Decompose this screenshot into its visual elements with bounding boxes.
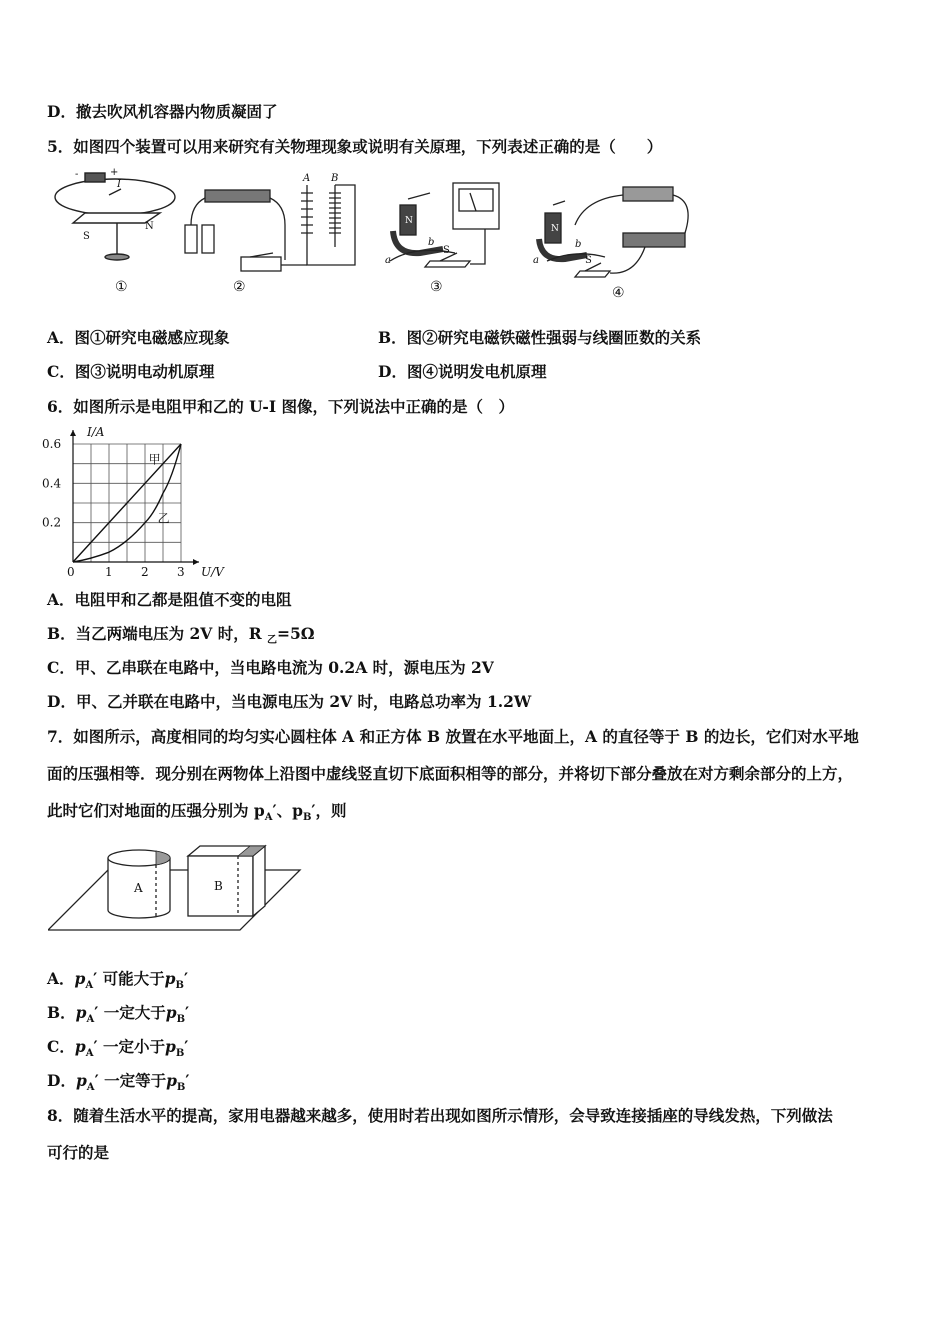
q7-stem-line-2: 面的压强相等．现分别在两物体上沿图中虚线竖直切下底面积相等的部分，并将切下部分叠放在对方剩余部分的上方， <box>47 764 854 783</box>
q5-figure-label-3: ③ <box>430 279 443 295</box>
q7-option-b: B．$p_A'$ 一定大于$p_B'$ <box>47 1003 190 1026</box>
q5-option-c: C．图③说明电动机原理 <box>47 362 215 381</box>
q7-fig-label-a: A <box>134 881 143 895</box>
q8-stem-line-1: 8．随着生活水平的提高，家用电器越来越多，使用时若出现如图所示情形，会导致连接插座的导线发热，下列做法 <box>47 1106 833 1125</box>
q5-stem: 5．如图四个装置可以用来研究有关物理现象或说明有关原理，下列表述正确的是（ ） <box>47 137 663 156</box>
fig3-b: b <box>428 237 435 248</box>
fig3-s: S <box>443 245 450 256</box>
fig2-b: B <box>331 173 339 184</box>
q5-option-b: B．图②研究电磁铁磁性强弱与线圈匝数的关系 <box>378 328 702 347</box>
q7-option-c: C．$p_A'$ 一定小于$p_B'$ <box>47 1037 189 1060</box>
fig1-plus: + <box>110 167 119 178</box>
q5-option-d: D．图④说明发电机原理 <box>378 362 547 381</box>
q7-option-d: D．$p_A'$ 一定等于$p_B'$ <box>47 1071 190 1094</box>
y-tick-label: 0.2 <box>42 515 62 530</box>
q6-option-d: D．甲、乙并联在电路中，当电源电压为 2V 时，电路总功率为 1.2W <box>47 692 532 711</box>
q6-stem: 6．如图所示是电阻甲和乙的 U-I 图像，下列说法中正确的是（ ） <box>47 397 515 416</box>
fig4-b: b <box>575 239 582 250</box>
y-axis-arrow <box>70 430 76 436</box>
q5-figure-1 <box>55 167 175 260</box>
q5-figure-label-4: ④ <box>612 285 625 301</box>
x-tick-label: 1 <box>105 565 113 579</box>
x-tick-label: 0 <box>67 565 75 579</box>
x-tick-label: 2 <box>141 565 149 579</box>
q5-figures <box>45 165 735 305</box>
q5-figure-2 <box>185 173 355 271</box>
x-axis-arrow <box>193 559 199 565</box>
q4-option-d: D．撤去吹风机容器内物质凝固了 <box>47 102 278 121</box>
fig4-s: S <box>585 255 592 266</box>
q5-figure-label-2: ② <box>233 279 246 295</box>
fig3-a: a <box>385 255 391 266</box>
q7-stem-line-1: 7．如图所示，高度相同的均匀实心圆柱体 A 和正方体 B 放置在水平地面上，A 的直径等于 B 的边长，它们对水平地 <box>47 727 859 746</box>
fig1-current: I <box>117 179 121 190</box>
y-tick-label: 0.6 <box>42 437 62 451</box>
q5-option-a: A．图①研究电磁感应现象 <box>47 328 230 347</box>
fig3-n: N <box>405 216 413 226</box>
fig4-n: N <box>551 224 559 234</box>
y-axis-label: I/A <box>87 425 105 439</box>
series-label-jia: 甲 <box>148 452 161 467</box>
q5-figure-3 <box>385 183 499 267</box>
q6-option-c: C．甲、乙串联在电路中，当电路电流为 0.2A 时，源电压为 2V <box>47 658 494 677</box>
q5-figure-label-1: ① <box>115 279 128 295</box>
y-tick-label: 0.4 <box>42 476 62 491</box>
series-label-yi: 乙 <box>157 511 170 526</box>
fig4-a: a <box>533 255 539 266</box>
x-tick-label: 3 <box>177 565 185 579</box>
q5-figure-4 <box>533 187 688 277</box>
fig2-a: A <box>303 173 311 184</box>
q7-fig-label-b: B <box>214 879 223 893</box>
q8-stem-line-2: 可行的是 <box>47 1143 110 1162</box>
q6-chart <box>40 422 240 582</box>
fig1-minus: - <box>75 169 79 180</box>
q6-option-b: B．当乙两端电压为 2V 时，R $_乙$=5Ω <box>47 624 315 647</box>
fig1-s: S <box>83 231 90 242</box>
x-axis-label: U/V <box>201 565 224 579</box>
q7-figure <box>48 840 303 935</box>
fig1-n: N <box>145 221 154 232</box>
q7-option-a: A．$p_A'$ 可能大于$p_B'$ <box>47 969 189 992</box>
q7-stem-line-3: 此时它们对地面的压强分别为 $p_A'$、$p_B'$，则 <box>47 801 347 824</box>
q6-option-a: A．电阻甲和乙都是阻值不变的电阻 <box>47 590 292 609</box>
